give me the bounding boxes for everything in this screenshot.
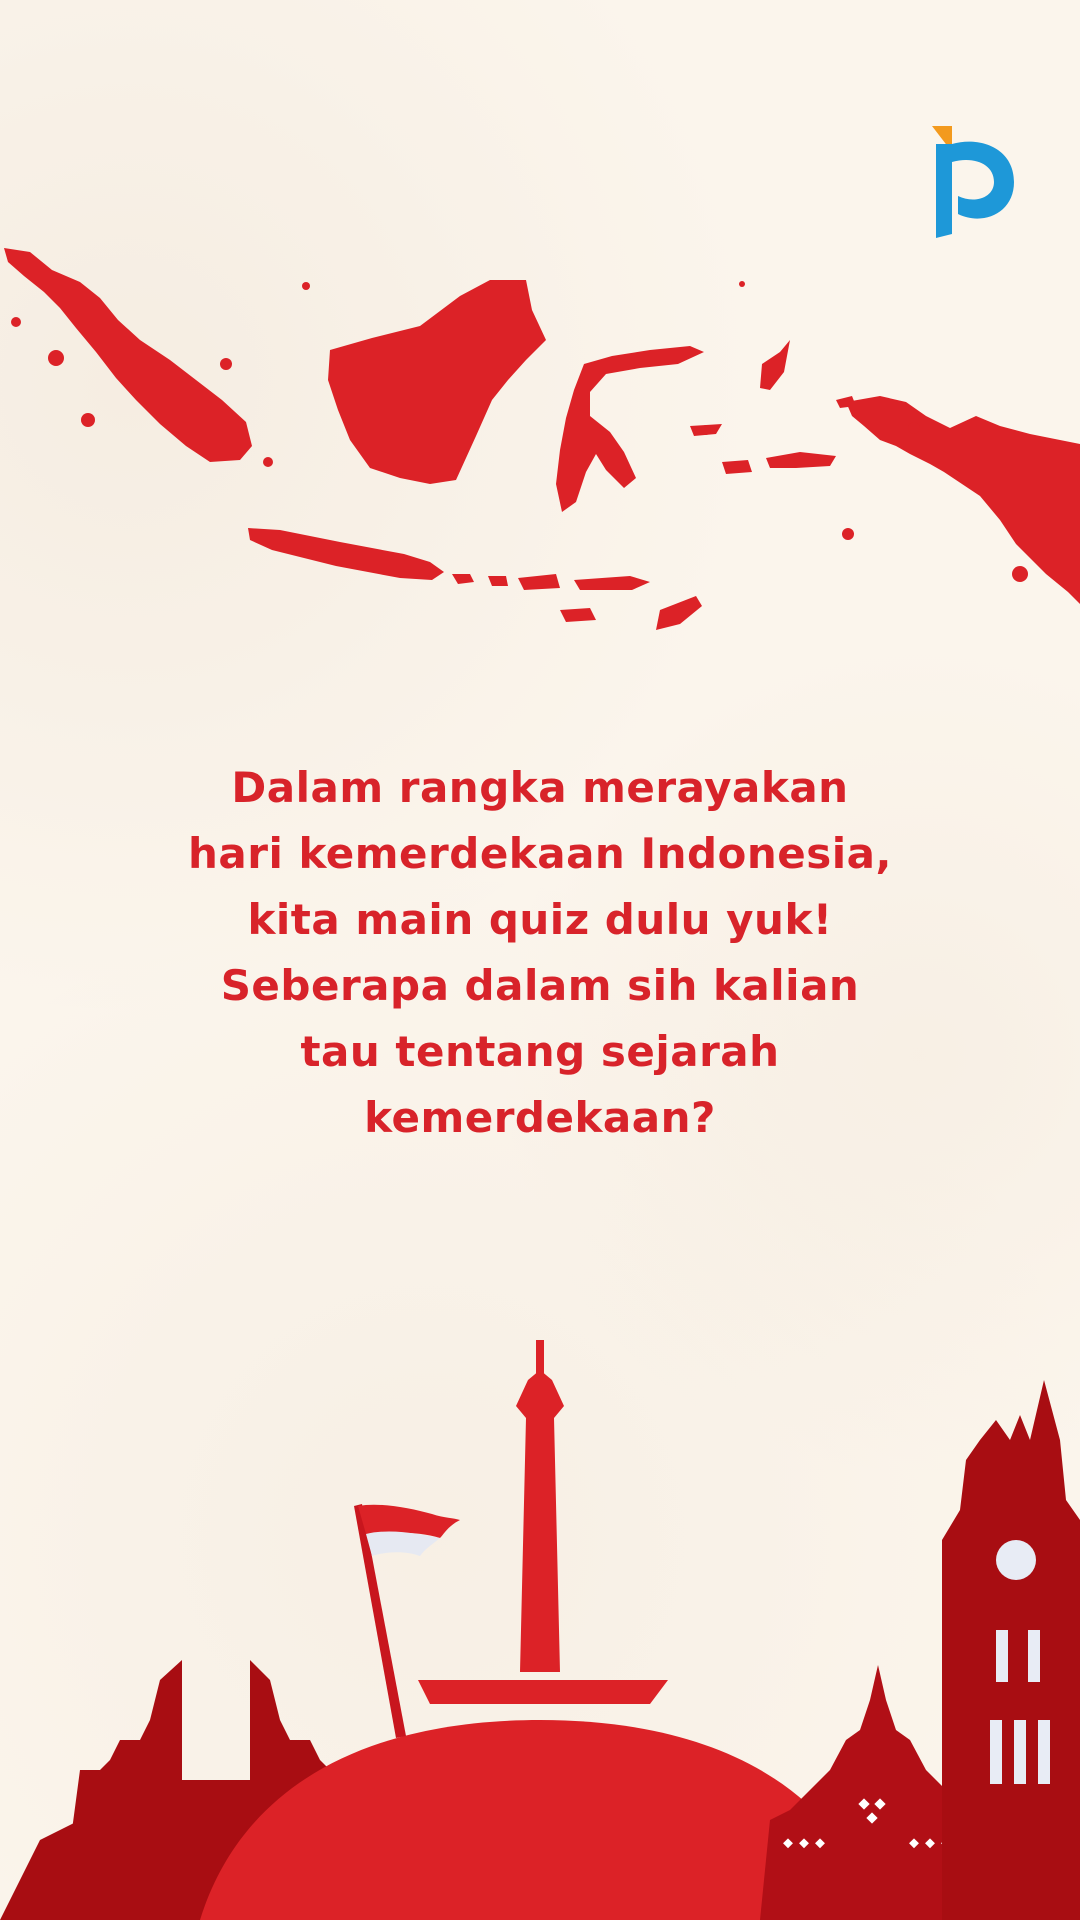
map-island-sulawesi [556, 346, 704, 512]
quiz-intro-message [100, 755, 980, 1151]
map-island-sumbawa [518, 574, 560, 590]
message-line: kemerdekaan? [364, 1093, 716, 1142]
logo-bowl [952, 142, 1014, 219]
map-island-sumba [560, 608, 596, 622]
map-island-java [248, 528, 444, 580]
map-island-buru [722, 460, 752, 474]
map-islet [263, 457, 273, 467]
map-island-sumatra [4, 248, 252, 462]
message-line: tau tentang sejarah [300, 1027, 780, 1076]
map-islet [908, 422, 920, 434]
message-line: kita main quiz dulu yuk! [247, 895, 833, 944]
map-island-halmahera [760, 340, 790, 390]
message-line: Dalam rangka merayakan [231, 763, 849, 812]
map-island-flores [574, 576, 650, 590]
p-letter-logo [930, 126, 1015, 238]
jam-gadang-landmark [942, 1380, 1080, 1920]
map-islet [842, 528, 854, 540]
map-islet [1012, 566, 1028, 582]
map-island-lombok [488, 576, 508, 586]
map-island-bali [452, 574, 474, 584]
message-line: Seberapa dalam sih kalian [220, 961, 860, 1010]
map-islet [48, 350, 64, 366]
map-islet [739, 281, 745, 287]
map-island-timor [656, 596, 702, 630]
message-line: hari kemerdekaan Indonesia, [188, 829, 892, 878]
logo-stem [936, 144, 952, 238]
clock-face-icon [996, 1540, 1036, 1580]
map-islet [11, 317, 21, 327]
indonesia-map-icon [0, 240, 1080, 660]
map-islet [81, 413, 95, 427]
map-island-seram [766, 452, 836, 468]
map-island-papua [846, 396, 1080, 604]
map-islet [701, 425, 711, 435]
indonesian-landmarks-skyline [0, 1320, 1080, 1920]
map-island-borneo [328, 280, 546, 484]
map-islet [220, 358, 232, 370]
map-islet [302, 282, 310, 290]
